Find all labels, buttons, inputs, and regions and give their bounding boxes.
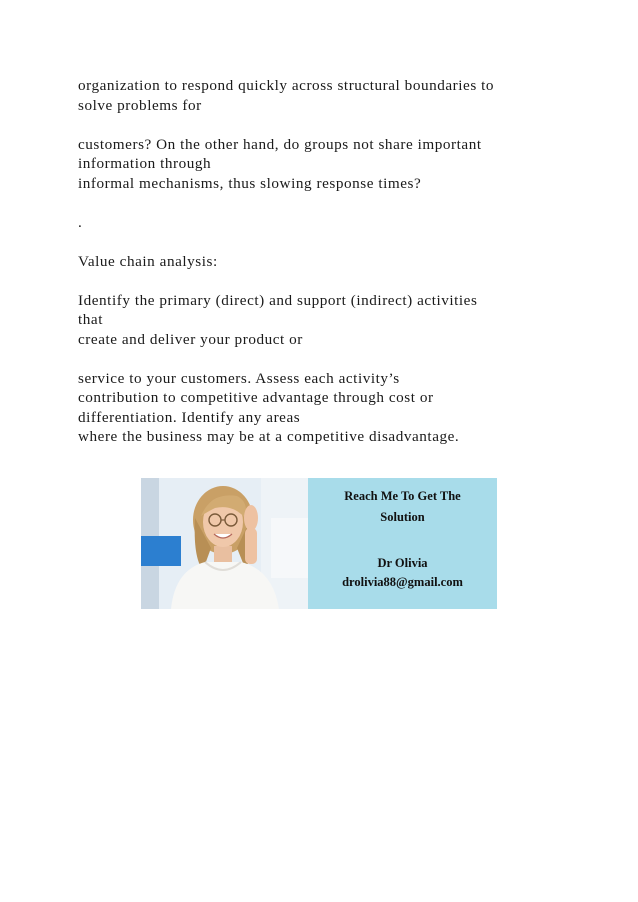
- paragraph-gap: [78, 232, 578, 252]
- text-line: service to your customers. Assess each activity’s: [78, 369, 400, 387]
- ad-headline: Reach Me To Get The: [344, 489, 461, 503]
- text-line: create and deliver your product or: [78, 330, 303, 348]
- text-line: contribution to competitive advantage through cost or: [78, 389, 434, 406]
- woman-illustration: [141, 478, 308, 609]
- ad-contact-panel: [308, 478, 497, 609]
- text-line: customers? On the other hand, do groups not share important: [78, 135, 482, 153]
- text-line: where the business may be at a competitive disadvantage.: [78, 428, 460, 445]
- text-line: differentiation. Identify any areas: [78, 408, 301, 426]
- ad-contact-email[interactable]: drolivia88@gmail.com: [342, 575, 463, 589]
- text-line: solve problems for: [78, 96, 202, 114]
- paragraph-gap: [78, 349, 578, 369]
- paragraph-gap: [78, 115, 578, 135]
- paragraph-gap: [78, 193, 578, 213]
- text-line: Identify the primary (direct) and support (indirect) activities: [78, 291, 478, 309]
- text-line: informal mechanisms, thus slowing response times?: [78, 174, 422, 192]
- text-line: that: [78, 311, 103, 328]
- section-heading: Value chain analysis:: [78, 252, 218, 270]
- document-body: [78, 76, 578, 447]
- text-line: information through: [78, 155, 212, 172]
- contact-ad-banner[interactable]: [141, 478, 497, 609]
- text-line: organization to respond quickly across structural boundaries to: [78, 77, 495, 94]
- paragraph-gap: [78, 271, 578, 291]
- text-line: .: [78, 213, 83, 231]
- ad-contact-name: Dr Olivia: [377, 556, 428, 570]
- woman-photo: [141, 478, 308, 609]
- ad-headline-continued: Solution: [380, 510, 425, 524]
